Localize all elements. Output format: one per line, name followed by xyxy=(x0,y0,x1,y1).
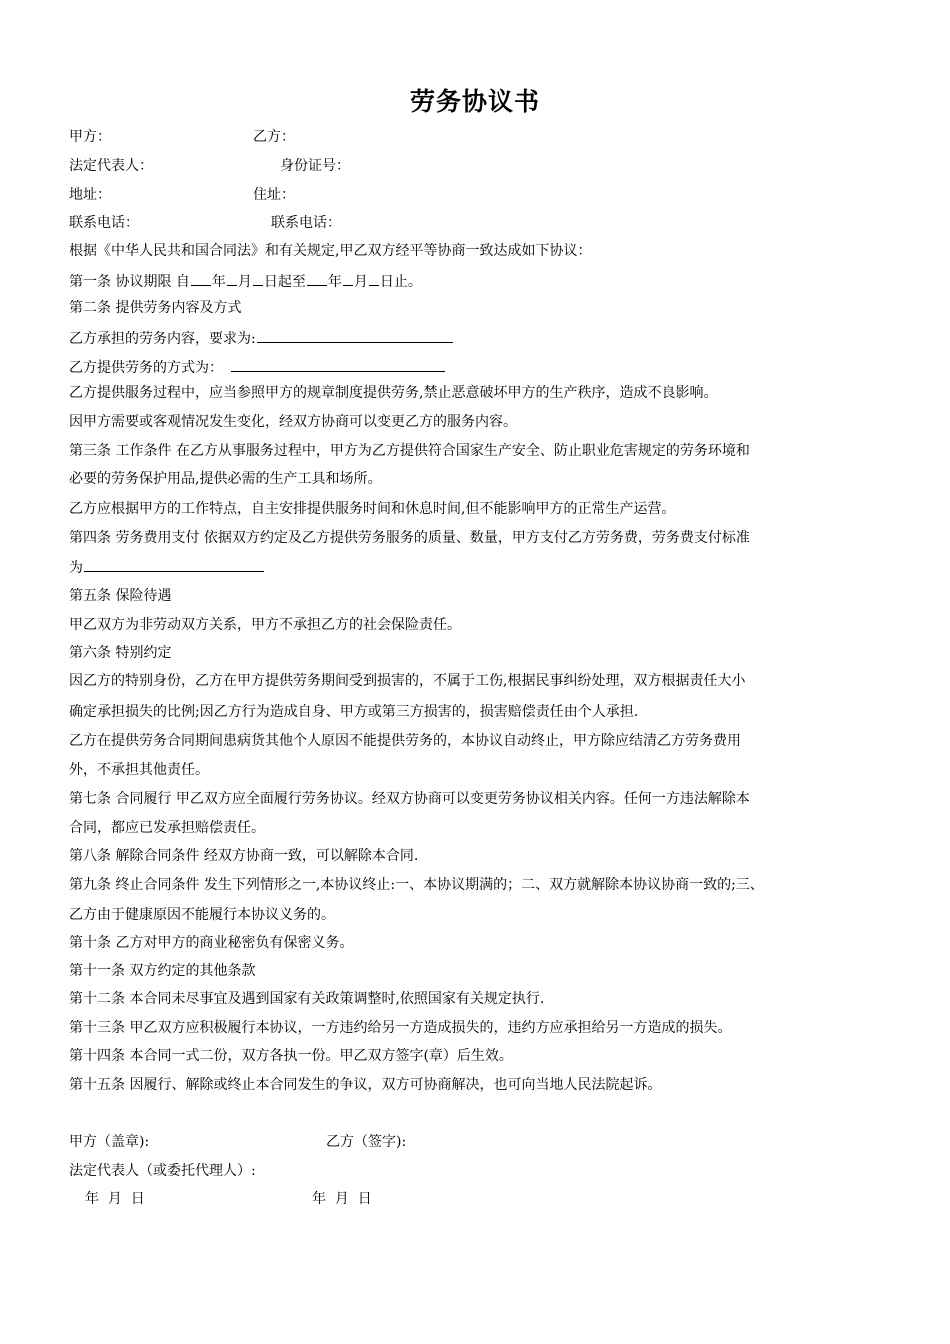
article-1 xyxy=(69,271,422,291)
article-6-heading: 第六条 特别约定 xyxy=(69,645,172,661)
fee-standard-blank xyxy=(84,557,264,572)
phone-b-label: 联系电话： xyxy=(271,215,341,231)
article-15: 第十五条 因履行、解除或终止本合同发生的争议，双方可协商解决，也可向当地人民法院起诉。 xyxy=(69,1077,662,1093)
article-1-year: 年 xyxy=(211,274,226,290)
article-6-line-2: 确定承担损失的比例;因乙方行为造成自身、甲方或第三方损害的，损害赔偿责任由个人承担. xyxy=(69,704,639,720)
residence-line xyxy=(253,186,295,204)
date-b: 年 月 日 xyxy=(312,1191,372,1207)
article-6-line-3: 乙方在提供劳务合同期间患病货其他个人原因不能提供劳务的，本协议自动终止，甲方除应结清乙方劳务费用 xyxy=(69,733,741,749)
article-8: 第八条 解除合同条件 经双方协商一致，可以解除本合同. xyxy=(69,848,419,864)
article-12: 第十二条 本合同未尽事宜及遇到国家有关政策调整时,依照国家有关规定执行. xyxy=(69,991,545,1007)
phone-a-label: 联系电话： xyxy=(69,215,139,231)
article-7-line-1: 第七条 合同履行 甲乙双方应全面履行劳务协议。经双方协商可以变更劳务协议相关内容。任何一方违法解除本 xyxy=(69,791,750,807)
year-blank xyxy=(191,271,211,286)
phone-a-line xyxy=(69,214,139,232)
signature-legal-rep: 法定代表人（或委托代理人）: xyxy=(69,1163,256,1179)
article-2-line-4: 因甲方需要或客观情况发生变化，经双方协商可以变更乙方的服务内容。 xyxy=(69,414,517,430)
article-13: 第十三条 甲乙双方应积极履行本协议，一方违约给另一方造成损失的，违约方应承担给另一方造成的损失。 xyxy=(69,1020,732,1036)
article-1-until: 日起至 xyxy=(263,274,306,290)
party-b-label: 乙方： xyxy=(253,129,295,145)
party-a-line xyxy=(69,128,111,146)
article-5-heading: 第五条 保险待遇 xyxy=(69,588,172,604)
month-blank xyxy=(227,271,237,286)
article-6-line-1: 因乙方的特别身份，乙方在甲方提供劳务期间受到损害的，不属于工伤,根据民事纠纷处理，双方根据责任大小 xyxy=(69,673,746,689)
article-3-line-3: 乙方应根据甲方的工作特点，自主安排提供服务时间和休息时间,但不能影响甲方的正常生产运营。 xyxy=(69,501,676,517)
party-a-label: 甲方： xyxy=(69,129,111,145)
article-3-line-2: 必要的劳务保护用品,提供必需的生产工具和场所。 xyxy=(69,471,382,487)
article-2-method xyxy=(69,357,446,377)
article-1-year-2: 年 xyxy=(327,274,342,290)
article-6-line-4: 外，不承担其他责任。 xyxy=(69,762,209,778)
document-title: 劳务协议书 xyxy=(409,87,540,116)
article-11: 第十一条 双方约定的其他条款 xyxy=(69,963,256,979)
article-14: 第十四条 本合同一式二份，双方各执一份。甲乙双方签字(章）后生效。 xyxy=(69,1048,513,1064)
article-1-text: 第一条 协议期限 自 xyxy=(69,274,190,290)
article-2-heading: 第二条 提供劳务内容及方式 xyxy=(69,300,242,316)
article-10: 第十条 乙方对甲方的商业秘密负有保密义务。 xyxy=(69,935,354,951)
intro-paragraph: 根据《中华人民共和国合同法》和有关规定,甲乙双方经平等协商一致达成如下协议： xyxy=(69,243,592,259)
article-4-label: 为 xyxy=(69,560,83,576)
date-a: 年 月 日 xyxy=(85,1191,145,1207)
id-number-line xyxy=(280,157,350,175)
article-1-month: 月 xyxy=(237,274,252,290)
day-blank xyxy=(369,271,379,286)
article-5-line-1: 甲乙双方为非劳动双方关系，甲方不承担乙方的社会保险责任。 xyxy=(69,617,461,633)
article-7-line-2: 合同，都应已发承担赔偿责任。 xyxy=(69,820,265,836)
phone-b-line xyxy=(271,214,341,232)
year-blank xyxy=(307,271,327,286)
party-a-seal: 甲方（盖章): xyxy=(69,1134,150,1150)
article-2-line-3: 乙方提供服务过程中，应当参照甲方的规章制度提供劳务,禁止恶意破坏甲方的生产秩序，造成不良影响。 xyxy=(69,385,718,401)
article-1-month-2: 月 xyxy=(353,274,368,290)
legal-rep-line xyxy=(69,157,153,175)
article-3-line-1: 第三条 工作条件 在乙方从事服务过程中，甲方为乙方提供符合国家生产安全、防止职业危害规定的劳务环境和 xyxy=(69,443,750,459)
address-line xyxy=(69,186,111,204)
service-method-label: 乙方提供劳务的方式为： xyxy=(69,360,223,376)
article-9-line-1: 第九条 终止合同条件 发生下列情形之一,本协议终止:一、本协议期满的；二、双方就解除本协议协商一致的;三、 xyxy=(69,877,764,893)
party-b-line xyxy=(253,128,295,146)
article-4-line-1: 第四条 劳务费用支付 依据双方约定及乙方提供劳务服务的质量、数量，甲方支付乙方劳务费，劳务费支付标准 xyxy=(69,530,750,546)
service-content-label: 乙方承担的劳务内容，要求为: xyxy=(69,331,256,347)
residence-label: 住址： xyxy=(253,187,295,203)
day-blank xyxy=(253,271,263,286)
legal-rep-label: 法定代表人： xyxy=(69,158,153,174)
service-method-blank xyxy=(231,357,445,372)
article-9-line-2: 乙方由于健康原因不能履行本协议义务的。 xyxy=(69,907,335,923)
service-content-blank xyxy=(257,328,453,343)
party-b-sign: 乙方（签字): xyxy=(326,1134,407,1150)
month-blank xyxy=(343,271,353,286)
address-label: 地址： xyxy=(69,187,111,203)
article-4-line-2 xyxy=(69,557,265,577)
article-2-content xyxy=(69,328,454,348)
article-1-end: 日止。 xyxy=(379,274,422,290)
id-number-label: 身份证号： xyxy=(280,158,350,174)
